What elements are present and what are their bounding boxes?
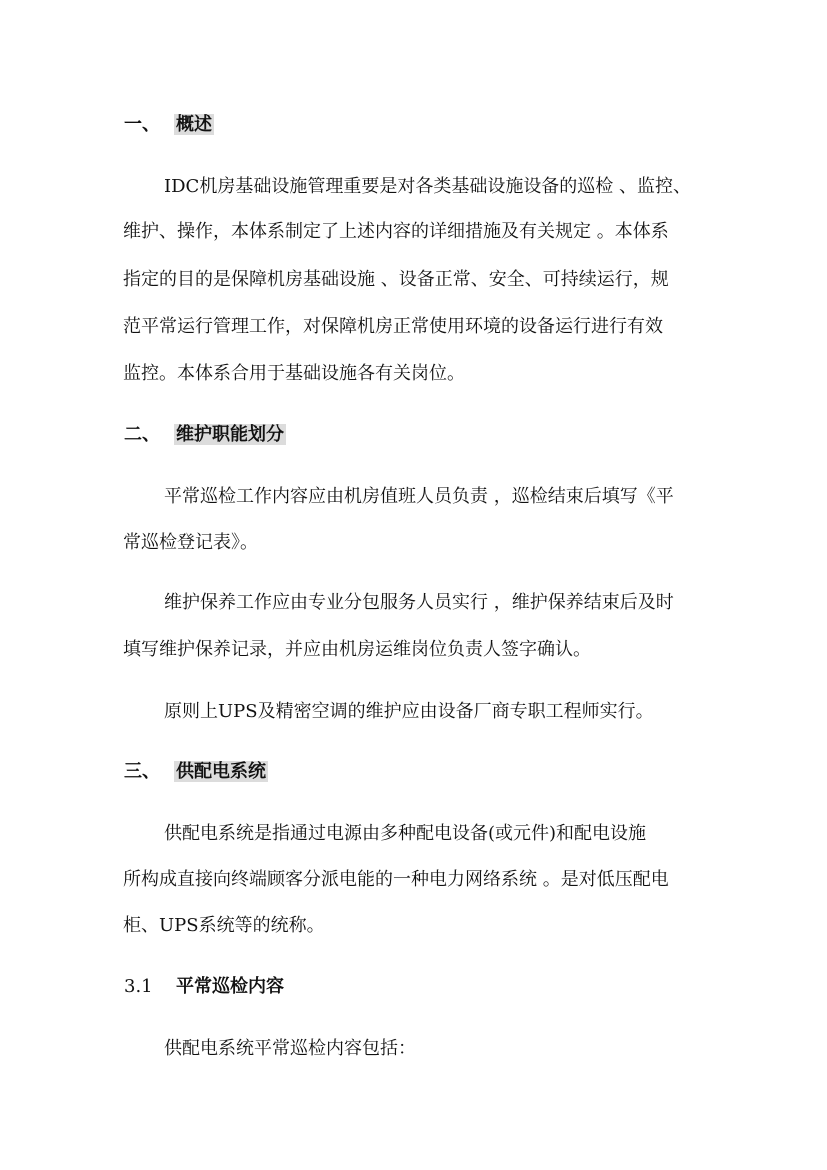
section-title: 概述 <box>176 114 212 135</box>
paragraph-line: 范平常运行管理工作，对保障机房正常使用环境的设备运行进行有效 <box>123 316 663 337</box>
paragraph-line: 平常巡检工作内容应由机房值班人员负责 ，巡检结束后填写《平 <box>164 486 674 507</box>
section-number: 三、 <box>124 761 160 782</box>
paragraph-line: IDC机房基础设施管理重要是对各类基础设施设备的巡检 、监控、 <box>164 176 692 197</box>
subsection-title: 平常巡检内容 <box>176 976 284 997</box>
paragraph-line: 供配电系统是指通过电源由多种配电设备(或元件)和配电设施 <box>164 823 647 844</box>
paragraph-line: 常巡检登记表》。 <box>123 532 258 553</box>
section-number: 一、 <box>124 114 160 135</box>
subsection-heading <box>124 974 284 1000</box>
subsection-number: 3.1 <box>124 976 153 997</box>
paragraph-line: 供配电系统平常巡检内容包括： <box>164 1038 416 1059</box>
paragraph-line: 填写维护保养记录，并应由机房运维岗位负责人签字确认。 <box>123 639 591 660</box>
paragraph-line: 所构成直接向终端顾客分派电能的一种电力网络系统 。是对低压配电 <box>123 869 669 890</box>
section-title: 维护职能划分 <box>176 424 284 445</box>
paragraph-line: 监控。本体系合用于基础设施各有关岗位。 <box>123 363 465 384</box>
paragraph-line: 原则上UPS及精密空调的维护应由设备厂商专职工程师实行。 <box>164 701 654 722</box>
section-heading-2 <box>124 422 286 448</box>
section-heading-1 <box>124 112 214 138</box>
paragraph-line: 维护、操作，本体系制定了上述内容的详细措施及有关规定 。本体系 <box>123 221 669 242</box>
section-heading-3 <box>124 759 268 785</box>
paragraph-line: 柜、UPS系统等的统称。 <box>123 915 325 936</box>
paragraph-line: 指定的目的是保障机房基础设施 、设备正常、安全、可持续运行，规 <box>123 269 669 290</box>
paragraph-line: 维护保养工作应由专业分包服务人员实行 ，维护保养结束后及时 <box>164 592 674 613</box>
section-number: 二、 <box>124 424 160 445</box>
section-title: 供配电系统 <box>176 761 266 782</box>
